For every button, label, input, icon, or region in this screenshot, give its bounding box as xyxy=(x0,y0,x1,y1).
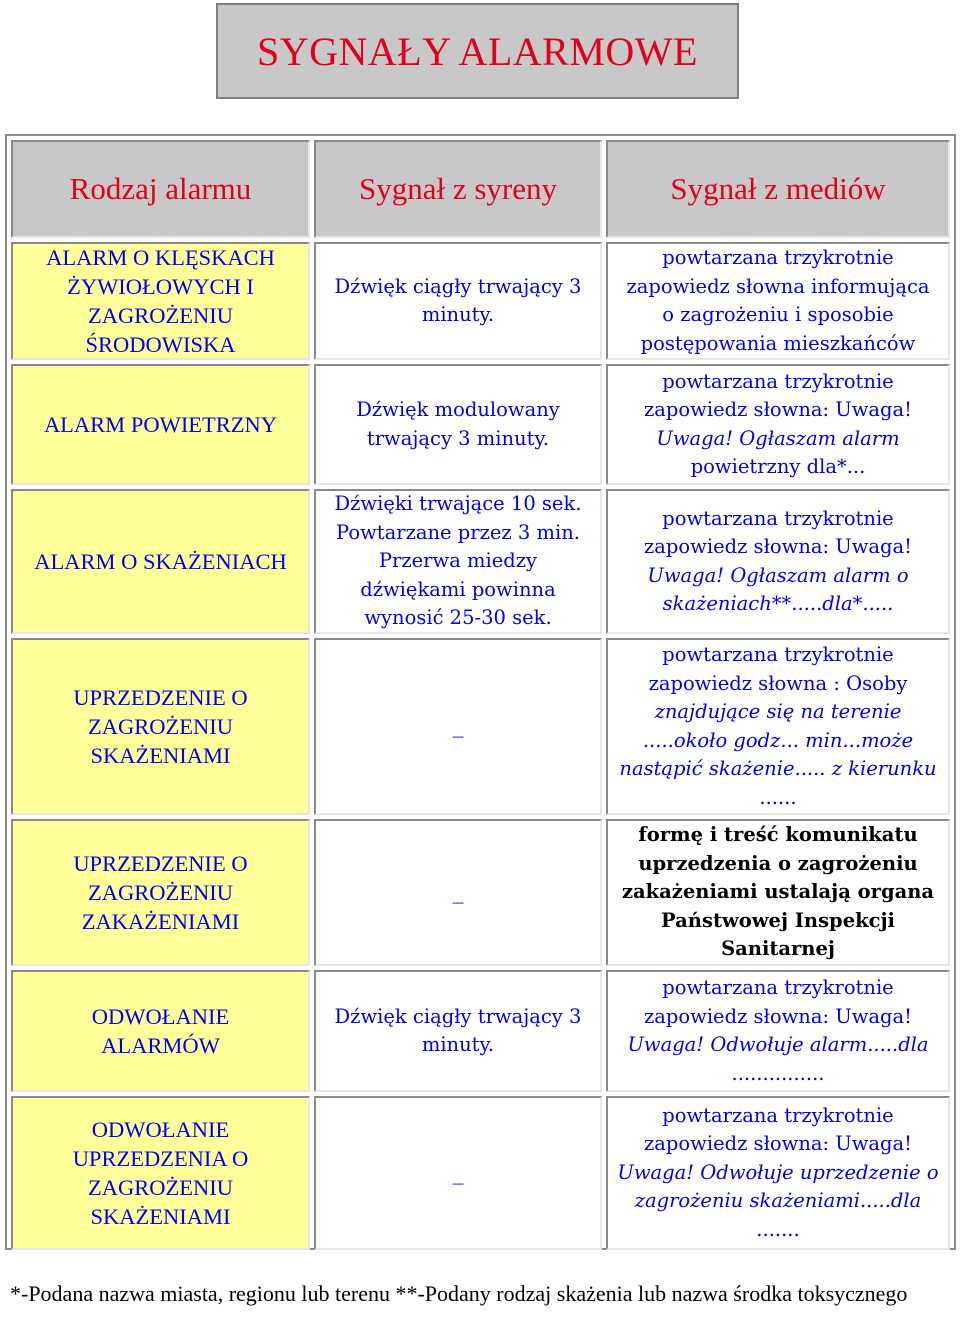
siren-signal-line: minuty. xyxy=(421,1033,495,1056)
empty-dash: _ xyxy=(452,879,464,905)
siren-signal-line: Dźwięki trwające 10 sek. xyxy=(334,492,582,516)
header-cell xyxy=(606,140,950,238)
alarm-type-cell xyxy=(11,819,310,966)
siren-signal-line: Dźwięk ciągły trwający 3 xyxy=(334,1004,582,1028)
title-box xyxy=(216,3,739,99)
alarm-type-line: ODWOŁANIE xyxy=(91,1004,230,1029)
media-signal-line: ....... xyxy=(756,1217,800,1241)
alarm-type-line: ZAGROŻENIU xyxy=(88,1175,233,1200)
alarm-signals-table xyxy=(5,134,956,1250)
media-signal-line: skażeniach**.....dla*..... xyxy=(662,592,894,615)
footnote: *-Podana nazwa miasta, regionu lub terenu **-Podany rodzaj skażenia lub nazwa środka toksycznego xyxy=(10,1281,908,1306)
header-label: Rodzaj alarmu xyxy=(69,171,252,206)
alarm-type-line: ZAGROŻENIU xyxy=(88,880,233,905)
media-signal-cell xyxy=(606,364,950,485)
media-signal-line: zagrożeniu skażeniami.....dla xyxy=(634,1189,922,1213)
empty-dash: _ xyxy=(452,1159,464,1185)
siren-signal-line: dźwiękami powinna xyxy=(360,577,556,601)
media-signal-cell xyxy=(606,1096,950,1250)
media-signal-cell xyxy=(606,242,950,360)
media-signal-line: powtarzana trzykrotnie xyxy=(662,246,894,269)
media-signal-line: zakażeniami ustalają organa xyxy=(621,880,935,904)
alarm-type-line: ODWOŁANIE xyxy=(91,1117,230,1142)
media-signal-line: Uwaga! Odwołuje uprzedzenie o xyxy=(617,1160,939,1184)
media-signal-line: Uwaga! Odwołuje alarm.....dla xyxy=(627,1033,929,1056)
header-cell xyxy=(11,140,310,238)
media-signal-line: zapowiedz słowna : Osoby xyxy=(648,671,908,695)
alarm-type-line: UPRZEDZENIE O xyxy=(73,685,248,710)
alarm-type-line: UPRZEDZENIA O xyxy=(72,1146,249,1171)
media-signal-cell xyxy=(606,970,950,1092)
media-signal-line: powtarzana trzykrotnie xyxy=(662,643,894,666)
siren-signal-line: minuty. xyxy=(421,303,495,326)
media-signal-line: .....około godz... min...może xyxy=(642,728,914,752)
siren-signal-line: Dźwięk ciągły trwający 3 xyxy=(334,274,582,298)
alarm-type-line: ZAGROŻENIU xyxy=(88,714,233,739)
media-signal-line: zapowiedz słowna: Uwaga! xyxy=(644,398,912,421)
media-signal-line: Sanitarnej xyxy=(721,937,835,961)
alarm-type-line: ALARM O SKAŻENIACH xyxy=(34,549,287,574)
alarm-type-line: SKAŻENIAMI xyxy=(90,1204,231,1229)
media-signal-line: zapowiedz słowna: Uwaga! xyxy=(644,535,912,558)
media-signal-line: Państwowej Inspekcji xyxy=(661,908,895,932)
alarm-type-cell xyxy=(11,970,310,1092)
media-signal-line: powtarzana trzykrotnie xyxy=(662,976,894,999)
alarm-type-cell xyxy=(11,242,310,360)
header-cell xyxy=(314,140,602,238)
media-signal-line: powtarzana trzykrotnie xyxy=(662,506,894,530)
media-signal-cell xyxy=(606,638,950,815)
page-title: SYGNAŁY ALARMOWE xyxy=(257,28,698,74)
media-signal-line: postępowania mieszkańców xyxy=(640,331,916,355)
siren-signal-cell xyxy=(314,970,602,1092)
header-label: Sygnał z mediów xyxy=(670,171,886,206)
siren-signal-cell xyxy=(314,489,602,634)
media-signal-line: powietrzny dla*... xyxy=(690,455,866,478)
media-signal-line: uprzedzenia o zagrożeniu xyxy=(638,851,918,875)
media-signal-line: ............... xyxy=(731,1061,825,1085)
alarm-type-line: ZAKAŻENIAMI xyxy=(81,909,240,934)
alarm-type-cell xyxy=(11,364,310,485)
siren-signal-line: trwający 3 minuty. xyxy=(366,426,550,450)
media-signal-line: formę i treść komunikatu xyxy=(638,823,918,847)
alarm-type-cell xyxy=(11,1096,310,1250)
siren-signal-line: Dźwięk modulowany xyxy=(356,398,560,421)
siren-signal-cell xyxy=(314,819,602,966)
media-signal-line: zapowiedz słowna: Uwaga! xyxy=(644,1132,912,1156)
siren-signal-cell xyxy=(314,242,602,360)
media-signal-cell xyxy=(606,819,950,966)
media-signal-line: powtarzana trzykrotnie xyxy=(662,369,894,393)
media-signal-line: o zagrożeniu i sposobie xyxy=(662,303,894,326)
alarm-type-line: ALARMÓW xyxy=(101,1033,220,1058)
alarm-type-line: UPRZEDZENIE O xyxy=(73,851,248,876)
siren-signal-line: wynosić 25-30 sek. xyxy=(364,606,552,630)
media-signal-line: Uwaga! Ogłaszam alarm xyxy=(656,426,900,450)
media-signal-line: ...... xyxy=(759,785,797,809)
media-signal-line: nastąpić skażenie..... z kierunku xyxy=(619,757,937,780)
alarm-type-line: SKAŻENIAMI xyxy=(90,743,231,768)
siren-signal-line: Przerwa miedzy xyxy=(378,549,538,573)
media-signal-line: powtarzana trzykrotnie xyxy=(662,1103,894,1127)
empty-dash: _ xyxy=(452,713,464,739)
siren-signal-cell xyxy=(314,1096,602,1250)
alarm-type-cell xyxy=(11,638,310,815)
header-label: Sygnał z syreny xyxy=(358,171,558,206)
siren-signal-cell xyxy=(314,364,602,485)
alarm-type-line: ZAGROŻENIU xyxy=(88,303,233,328)
siren-signal-cell xyxy=(314,638,602,815)
alarm-type-line: ŻYWIOŁOWYCH I xyxy=(67,274,254,299)
alarm-type-line: ALARM O KLĘSKACH xyxy=(46,245,275,270)
media-signal-cell xyxy=(606,489,950,634)
alarm-type-line: ŚRODOWISKA xyxy=(85,332,236,357)
media-signal-line: Uwaga! Ogłaszam alarm o xyxy=(647,563,909,587)
media-signal-line: znajdujące się na terenie xyxy=(654,700,902,723)
alarm-type-cell xyxy=(11,489,310,634)
media-signal-line: zapowiedz słowna informująca xyxy=(626,274,930,298)
alarm-type-line: ALARM POWIETRZNY xyxy=(43,412,278,437)
media-signal-line: zapowiedz słowna: Uwaga! xyxy=(644,1004,912,1028)
siren-signal-line: Powtarzane przez 3 min. xyxy=(336,520,580,544)
